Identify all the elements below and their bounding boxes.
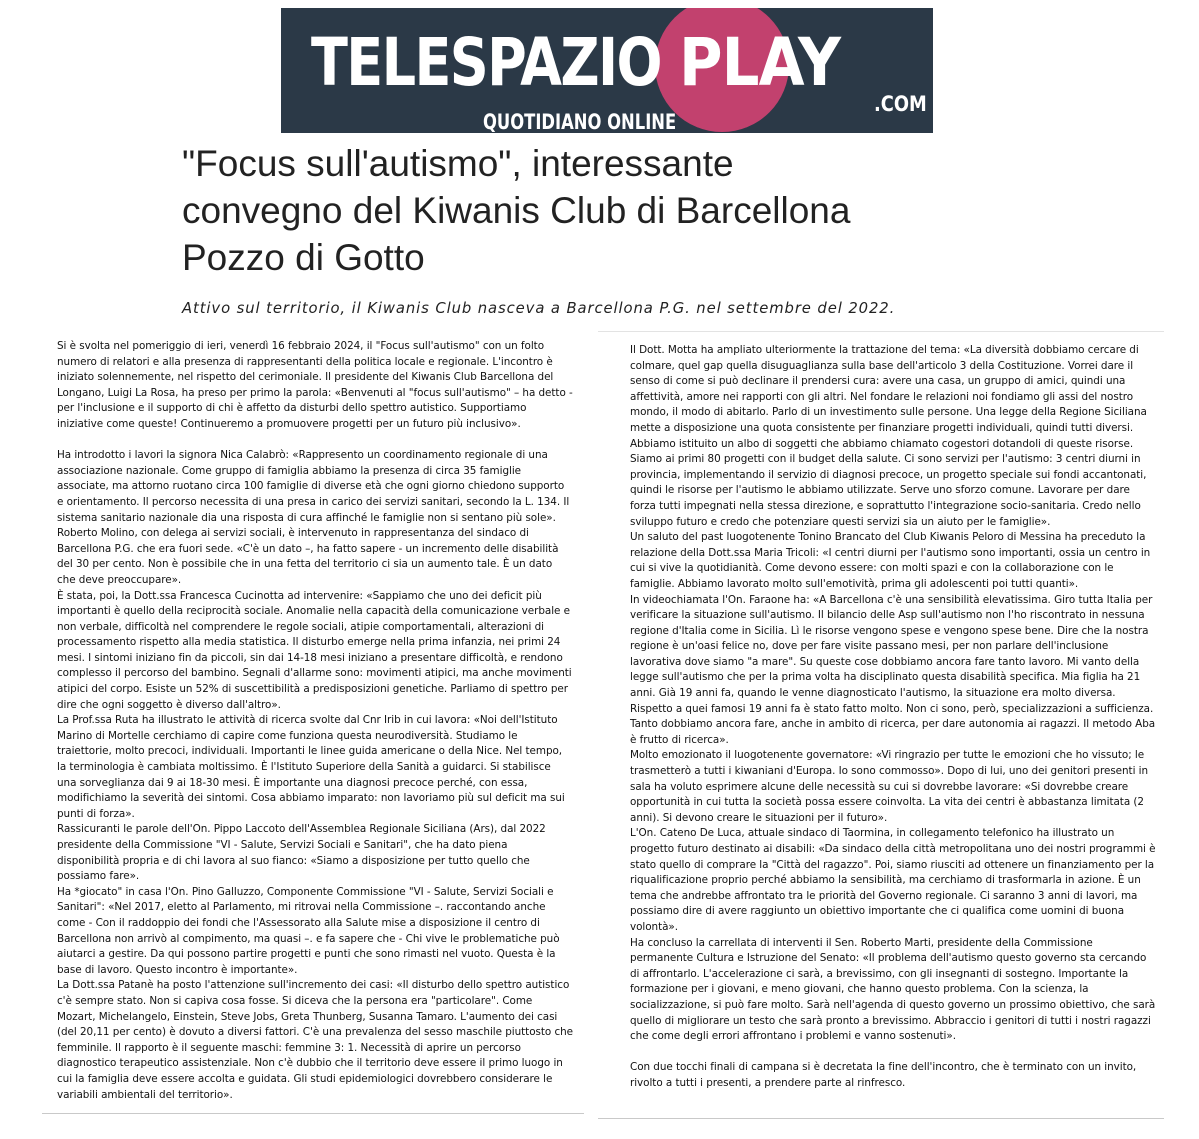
site-logo-banner[interactable]: [281, 8, 933, 133]
paragraph: Ha concluso la carrellata di interventi il Sen. Roberto Marti, presidente della Commissione permanente Cultura e Istruzione del Senato: «Il problema dell'autismo questo governo sta cercando di affrontarlo. L'accelerazione ci sarà, a brevissimo, con gli insegnanti di sostegno. Importante la formazione per i giovani, e meno giovani, che hanno questo problema. Con la scienza, la socializzazione, si può fare molto. Sarà nell'agenda di questo governo un prossimo obiettivo, che sarà quello di migliorare un testo che sarà pronto a brevissimo. Abbraccio i genitori di tutti i nostri ragazzi che come degli errori affrontano i problemi e vanno sostenuti».: [630, 936, 1156, 1043]
column-bottom-rule: [598, 1118, 1164, 1119]
paragraph: Ha introdotto i lavori la signora Nica Calabrò: «Rappresento un coordinamento regionale di una associazione nazionale. Come gruppo di famiglia abbiamo la presenza di circa 35 famiglie associate, ma attorno ruotano circa 100 famiglie di diverse età che ogni giorno chiedono supporto e orientamento. Il percorso necessita di una presa in carico dei servizi sanitari, secondo la L. 134. Il sistema sanitario nazionale dia una risposta di cura affinché le famiglie non si sentano più sole».: [57, 449, 570, 524]
column-bottom-rule: [42, 1113, 584, 1114]
paragraph: Con due tocchi finali di campana si è decretata la fine dell'incontro, che è terminato con un invito, rivolto a tutti i presenti, a prendere parte al rinfresco.: [630, 1061, 1137, 1089]
logo-play-text: PLAY: [679, 24, 841, 101]
article-subtitle: Attivo sul territorio, il Kiwanis Club nasceva a Barcellona P.G. nel settembre del 2022.: [182, 300, 896, 317]
paragraph: L'On. Cateno De Luca, attuale sindaco di Taormina, in collegamento telefonico ha illustrato un progetto futuro destinato ai disabili: «Da sindaco della città metropolitana uno dei nostri programmi è stato quello di comprare la "Città del ragazzo". Poi, siamo riusciti ad ottenere un finanziamento per la riqualificazione proprio perché abbiamo la sensibilità, ma cerchiamo di trasformarla in azione. È un tema che andrebbe affrontato tra le priorità del Governo regionale. Ci saranno 3 anni di lavori, ma possiamo dire di avere raggiunto un obiettivo importante che ci qualifica come uomini di buona volontà».: [630, 827, 1156, 933]
paragraph: In videochiamata l'On. Faraone ha: «A Barcellona c'è una sensibilità elevatissima. Giro tutta Italia per verificare la situazione sull'autismo. Il bilancio delle Asp sull'autismo non l'ho riscontrato in nessuna regione d'Italia come in Sicilia. Lì le risorse vengono spese e vengono spese bene. Dire che la nostra regione è un'oasi felice no, dove per fare visite passano mesi, per non parlare dell'inclusione lavorativa dove siamo "a mare". Su queste cose dobbiamo ancora fare tanto lavoro. Mi vanto della legge sull'autismo che per la prima volta ha disciplinato questa disabilità specifica. Mia figlia ha 21 anni. Già 19 anni fa, quando le venne diagnosticato l'autismo, la situazione era molto diversa. Rispetto a quei famosi 19 anni fa è stato fatto molto. Non ci sono, però, specializzazioni a sufficienza. Tanto dobbiamo ancora fare, anche in ambito di ricerca, per dare autonomia ai ragazzi. Il metodo Aba è frutto di ricerca».: [630, 593, 1156, 746]
article-title-line: Pozzo di Gotto: [182, 237, 425, 278]
article-title: [182, 140, 1062, 281]
logo-tagline: QUOTIDIANO ONLINE: [483, 110, 677, 133]
column-divider-top: [598, 331, 1164, 332]
paragraph: Si è svolta nel pomeriggio di ieri, venerdì 16 febbraio 2024, il "Focus sull'autismo" con un folto numero di relatori e alla presenza di rappresentanti della politica locale e regionale. L'incontro è iniziato solennemente, nel rispetto del cerimoniale. Il presidente del Kiwanis Club Barcellona del Longano, Luigi La Rosa, ha preso per primo la parola: «Benvenuti al "focus sull'autismo" – ha detto - per l'inclusione e il supporto di chi è affetto da disturbi dello spettro autistico. Supportiamo iniziative come queste! Continueremo a promuovere progetti per un futuro più inclusivo».: [57, 340, 573, 430]
paragraph: Il Dott. Motta ha ampliato ulteriormente la trattazione del tema: «La diversità dobbiamo cercare di colmare, quel gap quella disuguaglianza sulla base dell'articolo 3 della Costituzione. Vorrei dare il senso di come si può declinare il prendersi cura: avere una casa, un gruppo di amici, quindi una affettività, amore nei rapporti con gli altri. Nel fondare le relazioni noi fondiamo gli assi del nostro mondo, il modo di abitarlo. Parlo di un investimento sulle persone. Una legge della Regione Siciliana mette a disposizione una quota consistente per finanziare progetti individuali, quindi tutti diversi. Abbiamo istituito un albo di soggetti che abbiamo chiamato cogestori dotandoli di queste risorse. Siamo ai primi 80 progetti con il budget della salute. Ci sono servizi per l'autismo: 3 centri diurni in provincia, implementando il servizio di diagnosi precoce, un progetto speciale sui fondi accantonati, quindi le risorse per l'autismo le abbiamo utilizzate. Serve uno sforzo comune. Lavorare per dare forza tutti impegnati nella stessa direzione, e soprattutto l'integrazione socio-sanitaria. Credo nello sviluppo futuro e credo che potenziare questi servizi sia un aiuto per le famiglie».: [630, 344, 1147, 528]
paragraph: Roberto Molino, con delega ai servizi sociali, è intervenuto in rappresentanza del sindaco di Barcellona P.G. che era fuori sede. «C'è un dato –, ha fatto sapere - un incremento delle disabilità del 30 per cento. Non è possibile che in una fetta del territorio ci sia un aumento tale. È un dato che deve preoccupare».: [57, 527, 559, 586]
paragraph: Ha *giocato" in casa l'On. Pino Galluzzo, Componente Commissione "VI - Salute, Servizi Sociali e Sanitari": «Nel 2017, eletto al Parlamento, mi ritrovai nella Commissione –. raccontando anche come - Con il raddoppio dei fondi che l'Assessorato alla Salute mise a disposizione il centro di Barcellona non arrivò al compimento, ma quasi –. e fa sapere che - Chi vive le problematiche può aiutarci a gestire. Da qui possono partire progetti e punti che sono rimasti nel vuoto. Questa è la base di lavoro. Questo incontro è importante».: [57, 885, 560, 976]
paragraph: È stata, poi, la Dott.ssa Francesca Cucinotta ad intervenire: «Sappiamo che uno dei deficit più importanti è quello della reciprocità sociale. Anomalie nella capacità della comunicazione verbale e non verbale, difficoltà nel comprendere le regole sociali, atipie comportamentali, alterazioni di processamento rispetto alla media statistica. Il disturbo emerge nella prima infanzia, nei primi 24 mesi. I sintomi iniziano fin da piccoli, sin dai 14-18 mesi iniziano a presentare difficoltà, e rendono complesso il percorso del bambino. Segnali d'allarme sono: movimenti atipici, ma anche movimenti atipici del corpo. Esiste un 52% di suscettibilità a predisposizioni genetiche. Parliamo di spettro per dire che ogni soggetto è diverso dall'altro».: [57, 589, 572, 711]
article-column-left: [57, 339, 573, 1103]
logo-wordmark: TELESPAZIO: [311, 24, 661, 101]
paragraph: La Dott.ssa Patanè ha posto l'attenzione sull'incremento dei casi: «Il disturbo dello spettro autistico c'è sempre stato. Non si capiva cosa fosse. Si diceva che la persona era "particolare". Come Mozart, Michelangelo, Einstein, Steve Jobs, Greta Thunberg, Susanna Tamaro. L'aumento dei casi (del 20,11 per cento) è dovuto a diversi fattori. C'è una prevalenza del sesso maschile piuttosto che femminile. Il rapporto è il seguente maschi: femmine 3: 1. Necessità di aprire un percorso diagnostico terapeutico assistenziale. Non c'è dubbio che il territorio deve essere il primo luogo in cui la famiglia deve essere accolta e guidata. Gli studi epidemiologici dovrebbero considerare le variabili ambientali del territorio».: [57, 979, 573, 1101]
paragraph: La Prof.ssa Ruta ha illustrato le attività di ricerca svolte dal Cnr Irib in cui lavora: «Noi dell'Istituto Marino di Mortelle cerchiamo di capire come funziona questa neurodiversità. Studiamo le traiettorie, molto precoci, individuali. Importanti le linee guida americane o della Nice. Nel tempo, la terminologia è cambiata moltissimo. È l'Istituto Superiore della Sanità a guidarci. Si stabilisce una sorveglianza dai 9 ai 18-30 mesi. È importante una diagnosi precoce perché, con essa, modifichiamo la severità dei sintomi. Cosa abbiamo imparato: non lavoriamo più sul deficit ma sui punti di forza».: [57, 714, 565, 820]
paragraph: Un saluto del past luogotenente Tonino Brancato del Club Kiwanis Peloro di Messina ha preceduto la relazione della Dott.ssa Maria Tricoli: «I centri diurni per l'autismo sono importanti, ossia un centro in cui si vive la quotidianità. Come devono essere: con molti spazi e con la collaborazione con le famiglie. Abbiamo lavorato molto sull'emotività, prima gli adolescenti poi tutti quanti».: [630, 531, 1151, 590]
logo-domain-suffix: .COM: [874, 92, 927, 116]
article-title-line: "Focus sull'autismo", interessante: [182, 143, 734, 184]
article-title-line: convegno del Kiwanis Club di Barcellona: [182, 190, 851, 231]
article-column-right: [630, 343, 1156, 1092]
paragraph: Rassicuranti le parole dell'On. Pippo Laccoto dell'Assemblea Regionale Siciliana (Ars), dal 2022 presidente della Commissione "VI - Salute, Servizi Sociali e Sanitari", che ha dato piena disponibilità propria e di chi lavora al suo fianco: «Siamo a disposizione per tutto quello che possiamo fare».: [57, 823, 546, 883]
paragraph: Molto emozionato il luogotenente governatore: «Vi ringrazio per tutte le emozioni che ho vissuto; le trasmetterò a tutti i kiwaniani d'Europa. Io sono commosso». Dopo di lui, uno dei genitori presenti in sala ha voluto esprimere alcune delle necessità su cui si dovrebbe lavorare: «Si dovrebbe creare opportunità in cui tutta la società possa essere coinvolta. La vita dei centri è abbastanza limitata (2 anni). Si devono creare le situazioni per il futuro».: [630, 749, 1149, 824]
